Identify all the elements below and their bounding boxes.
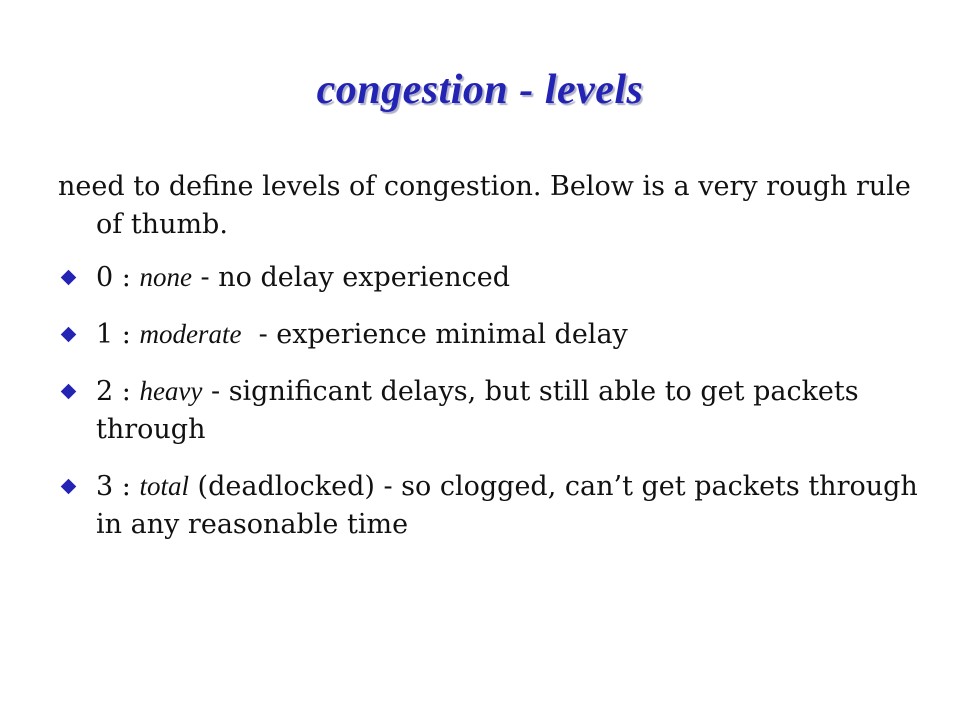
level-term: none bbox=[139, 262, 192, 292]
slide-body bbox=[58, 168, 918, 562]
list-item bbox=[58, 467, 918, 544]
level-number: 1 : bbox=[96, 319, 140, 350]
level-description: - no delay experienced bbox=[191, 262, 511, 293]
intro-text: need to define levels of congestion. Below is a very rough rule of thumb. bbox=[58, 171, 911, 240]
level-term: heavy bbox=[139, 376, 203, 406]
level-description: - significant delays, but still able to get packets through bbox=[96, 376, 859, 445]
diamond-bullet-icon bbox=[61, 384, 77, 400]
list-item bbox=[58, 315, 918, 354]
list-item bbox=[58, 372, 918, 449]
level-number: 2 : bbox=[96, 376, 140, 407]
list-item bbox=[58, 258, 918, 297]
congestion-level-list bbox=[58, 258, 918, 544]
level-number: 3 : bbox=[96, 471, 140, 502]
level-number: 0 : bbox=[96, 262, 140, 293]
diamond-bullet-icon bbox=[61, 270, 77, 286]
level-description: (deadlocked) - so clogged, can’t get packets through in any reasonable time bbox=[96, 471, 918, 540]
level-term: moderate bbox=[139, 319, 242, 349]
level-description: - experience minimal delay bbox=[241, 319, 628, 350]
diamond-bullet-icon bbox=[61, 327, 77, 343]
diamond-bullet-icon bbox=[61, 479, 77, 495]
slide-title: congestion - levels bbox=[316, 67, 644, 113]
level-term: total bbox=[139, 471, 189, 501]
